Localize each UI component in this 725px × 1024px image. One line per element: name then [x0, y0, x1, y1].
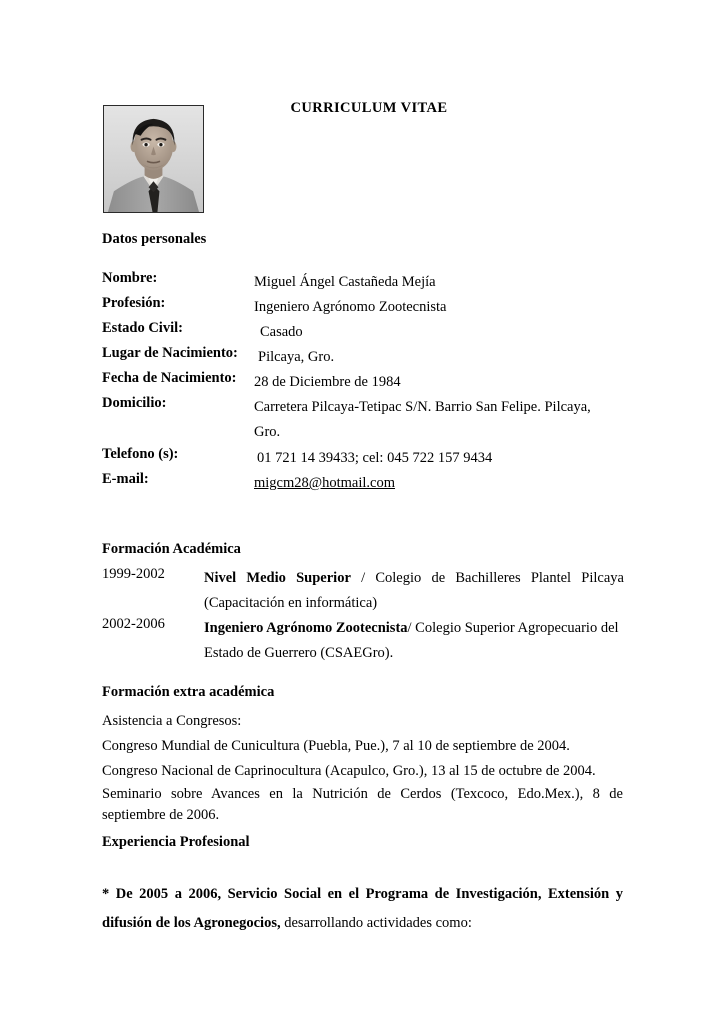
- page-title: CURRICULUM VITAE: [290, 100, 448, 116]
- section-heading-extra-education: Formación extra académica: [102, 684, 275, 700]
- education-institution: / Colegio Superior Agropecuario del Estado de Guerrero (CSAEGro).: [204, 620, 619, 661]
- field-value-profesion: Ingeniero Agrónomo Zootecnista: [254, 299, 447, 315]
- email-link[interactable]: migcm28@hotmail.com: [254, 475, 396, 491]
- section-heading-personal: Datos personales: [102, 231, 207, 247]
- experience-entry: [102, 880, 623, 938]
- education-degree: Nivel Medio Superior: [204, 570, 351, 586]
- experience-entry-detail: desarrollando actividades como:: [280, 915, 472, 931]
- education-entry: [102, 616, 624, 666]
- field-row-telefono: [102, 446, 624, 471]
- portrait-photo: [103, 105, 204, 213]
- field-row-domicilio: [102, 395, 624, 445]
- field-value-telefono: 01 721 14 39433; cel: 045 722 157 9434: [257, 450, 493, 466]
- field-value-lugar-nacimiento: Pilcaya, Gro.: [258, 349, 335, 365]
- field-row-email: [102, 471, 624, 496]
- education-degree: Ingeniero Agrónomo Zootecnista: [204, 620, 408, 636]
- field-row-nombre: [102, 270, 624, 295]
- field-row-profesion: [102, 295, 624, 320]
- congress-item: Congreso Nacional de Caprinocultura (Acapulco, Gro.), 13 al 15 de octubre de 2004.: [102, 763, 596, 779]
- congress-intro: Asistencia a Congresos:: [102, 713, 242, 729]
- field-label-nombre: Nombre:: [102, 270, 158, 286]
- education-description: [204, 566, 624, 616]
- field-label-domicilio: Domicilio:: [102, 395, 167, 411]
- field-label-lugar-nacimiento: Lugar de Nacimiento:: [102, 345, 238, 361]
- education-entry: [102, 566, 624, 616]
- section-heading-education: Formación Académica: [102, 541, 241, 557]
- experience-entry-title: * De 2005 a 2006, Servicio Social en el Programa de Investigación, Extensión y difusión de los Agronegocios,: [102, 886, 623, 931]
- field-value-estado-civil: Casado: [260, 324, 303, 340]
- field-row-estado-civil: [102, 320, 624, 345]
- field-label-telefono: Telefono (s):: [102, 446, 179, 462]
- field-value-nombre: Miguel Ángel Castañeda Mejía: [254, 274, 436, 290]
- field-label-fecha-nacimiento: Fecha de Nacimiento:: [102, 370, 237, 386]
- education-years: 2002-2006: [102, 616, 165, 632]
- field-label-estado-civil: Estado Civil:: [102, 320, 183, 336]
- field-label-email: E-mail:: [102, 471, 149, 487]
- field-row-lugar-nacimiento: [102, 345, 624, 370]
- field-value-domicilio: Carretera Pilcaya-Tetipac S/N. Barrio San Felipe. Pilcaya, Gro.: [254, 399, 591, 440]
- field-value-fecha-nacimiento: 28 de Diciembre de 1984: [254, 374, 401, 390]
- section-heading-experience: Experiencia Profesional: [102, 834, 250, 850]
- document-header: [0, 100, 725, 220]
- education-years: 1999-2002: [102, 566, 165, 582]
- field-label-profesion: Profesión:: [102, 295, 166, 311]
- education-description: [204, 616, 624, 666]
- congress-item: Congreso Mundial de Cunicultura (Puebla, Pue.), 7 al 10 de septiembre de 2004.: [102, 738, 570, 754]
- congress-item: Seminario sobre Avances en la Nutrición de Cerdos (Texcoco, Edo.Mex.), 8 de septiembre de 2006.: [102, 786, 623, 823]
- field-row-fecha-nacimiento: [102, 370, 624, 395]
- education-institution: / Colegio de Bachilleres Plantel Pilcaya (Capacitación en informática): [204, 570, 624, 611]
